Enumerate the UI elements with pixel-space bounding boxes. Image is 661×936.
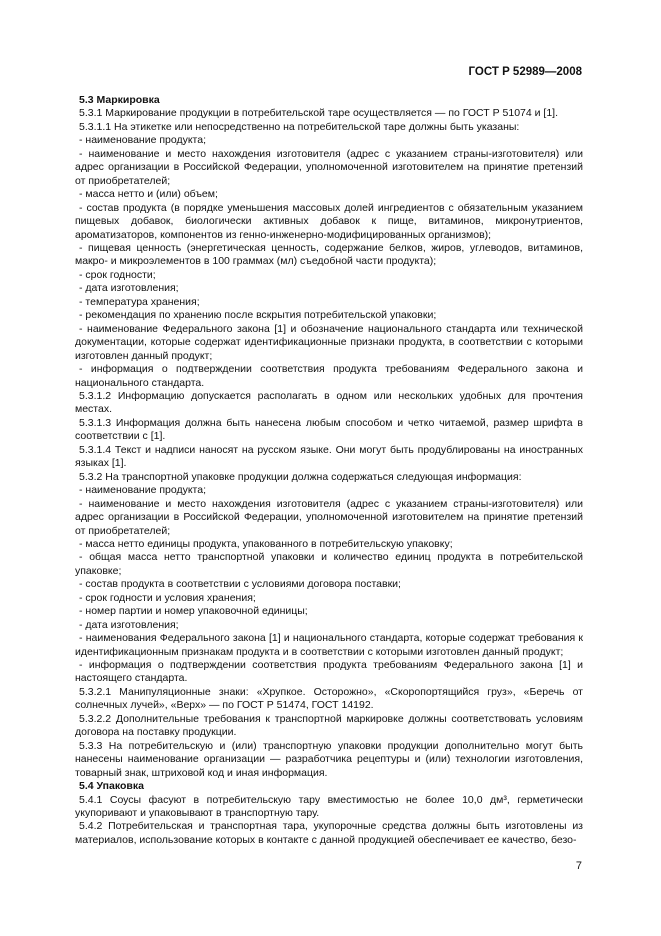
paragraph: - дата изготовления; bbox=[79, 282, 179, 295]
page-number: 7 bbox=[575, 860, 582, 872]
paragraph: - срок годности; bbox=[79, 268, 156, 281]
paragraph: 5.3.1.2 Информацию допускается располагать в одном или нескольких удобных для прочтения местах. bbox=[75, 389, 583, 416]
paragraph: 5.3.1.1 На этикетке или непосредственно на потребительской таре должны быть указаны: bbox=[79, 120, 520, 133]
paragraph: - наименование Федерального закона [1] и обозначение национального стандарта или технической документации, которые содержат идентификационные признаки продукта, в соответствии с которыми изготовлен данный продукт; bbox=[75, 322, 583, 362]
paragraph: - наименование продукта; bbox=[79, 484, 207, 497]
paragraph: - пищевая ценность (энергетическая ценность, содержание белков, жиров, углеводов, витаминов, макро- и микроэлементов в 100 граммах (мл) съедобной части продукта); bbox=[75, 241, 583, 268]
paragraph: - температура хранения; bbox=[79, 295, 200, 308]
paragraph: - состав продукта в соответствии с условиями договора поставки; bbox=[79, 578, 401, 591]
paragraph: 5.3.1.3 Информация должна быть нанесена любым способом и четко читаемой, размер шрифта в соответствии с [1]. bbox=[75, 416, 583, 443]
paragraph: - срок годности и условия хранения; bbox=[79, 591, 256, 604]
paragraph: - масса нетто единицы продукта, упакованного в потребительскую упаковку; bbox=[79, 537, 453, 550]
paragraph: - наименование и место нахождения изготовителя (адрес с указанием страны-изготовителя) или адрес организации в Российской Федерации, уполномоченной изготовителем на принятие претензий от приобретателей; bbox=[75, 147, 583, 187]
paragraph: 5.3.2 На транспортной упаковке продукции должна содержаться следующая информация: bbox=[79, 470, 522, 483]
paragraph: 5.3.3 На потребительскую и (или) транспортную упаковки продукции дополнительно могут быть нанесены наименование организации — разработчика рецептуры и (или) технологии изготовления, товарный знак, штриховой код и иная информация. bbox=[75, 739, 583, 779]
section-heading: 5.3 Маркировка bbox=[79, 94, 160, 106]
paragraph: - общая масса нетто транспортной упаковки и количество единиц продукта в потребительской упаковке; bbox=[75, 551, 583, 577]
document-header: ГОСТ Р 52989—2008 bbox=[468, 66, 582, 78]
section-heading: 5.4 Упаковка bbox=[79, 780, 144, 793]
paragraph: 5.3.1.4 Текст и надписи наносят на русском языке. Они могут быть продублированы на иностранных языках [1]. bbox=[75, 443, 583, 470]
paragraph: - дата изготовления; bbox=[79, 618, 179, 631]
paragraph: - информация о подтверждении соответствия продукта требованиям Федерального закона и национального стандарта. bbox=[75, 363, 583, 389]
paragraph: 5.3.1 Маркирование продукции в потребительской таре осуществляется — по ГОСТ Р 51074 и [1]. bbox=[79, 107, 559, 120]
paragraph: - наименование продукта; bbox=[79, 134, 207, 147]
paragraph: - наименование и место нахождения изготовителя (адрес с указанием страны-изготовителя) или адрес организации в Российской Федерации, уполномоченной изготовителем на принятие претензий от приобретателей; bbox=[75, 497, 583, 537]
paragraph: - масса нетто и (или) объем; bbox=[79, 188, 218, 201]
paragraph: 5.3.2.1 Манипуляционные знаки: «Хрупкое. Осторожно», «Скоропортящийся груз», «Беречь от солнечных лучей», «Верх» — по ГОСТ Р 51474, ГОСТ 14192. bbox=[75, 685, 583, 712]
paragraph: 5.4.2 Потребительская и транспортная тара, укупорочные средства должны быть изготовлены из материалов, использование которых в контакте с данной продукцией обеспечивает ее качество, безо- bbox=[75, 820, 583, 846]
paragraph: - рекомендация по хранению после вскрытия потребительской упаковки; bbox=[79, 309, 437, 322]
paragraph: - номер партии и номер упаковочной единицы; bbox=[79, 605, 308, 618]
paragraph: - наименования Федерального закона [1] и национального стандарта, которые содержат требования к идентификационным признакам продукта и в соответствии с которыми изготовлен данный продукт; bbox=[75, 632, 583, 658]
paragraph: - состав продукта (в порядке уменьшения массовых долей ингредиентов с обязательным указанием пищевых добавок, биологически активных добавок к пище, витаминов, микронутриентов, ароматизаторов, компонентов из генно-инженерно-модифицированных организмов); bbox=[75, 201, 583, 241]
paragraph: 5.3.2.2 Дополнительные требования к транспортной маркировке должны соответствовать условиям договора на поставку продукции. bbox=[75, 712, 583, 739]
paragraph: - информация о подтверждении соответствия продукта требованиям Федерального закона [1] и настоящего стандарта. bbox=[75, 659, 583, 685]
paragraph: 5.4.1 Соусы фасуют в потребительскую тару вместимостью не более 10,0 дм³, герметически укупоривают и упаковывают в транспортную тару. bbox=[75, 793, 583, 820]
document-body bbox=[75, 94, 583, 847]
